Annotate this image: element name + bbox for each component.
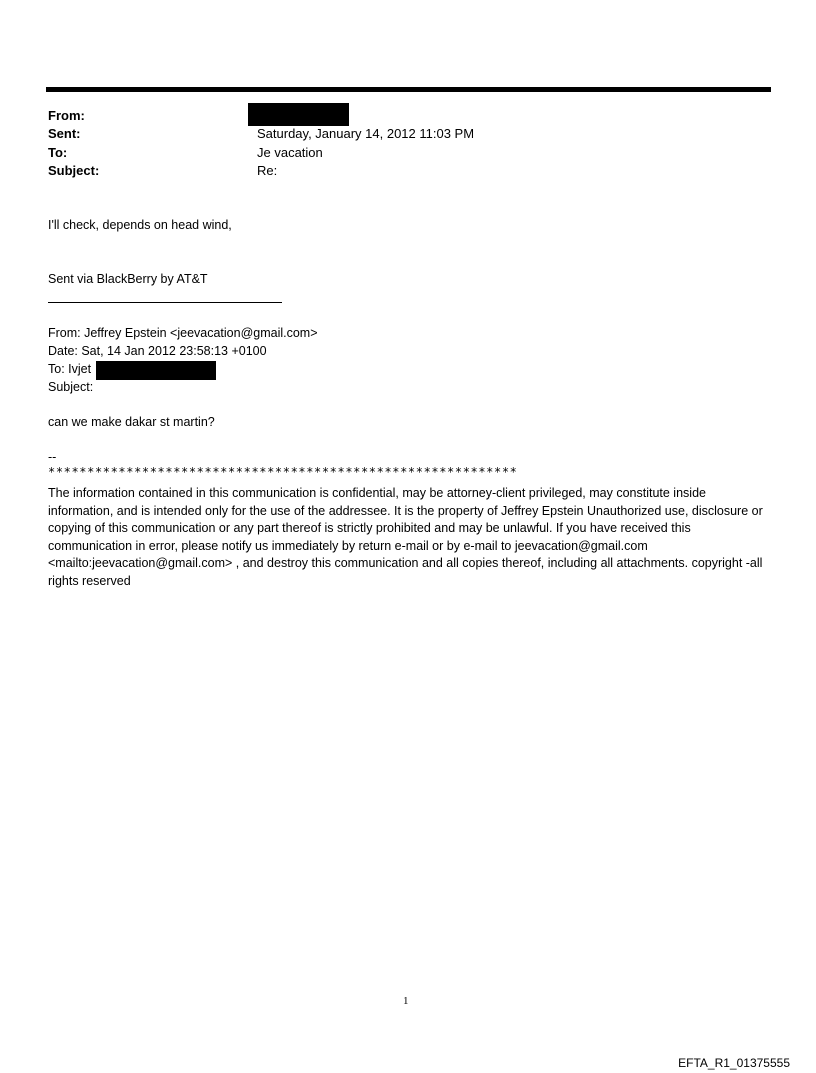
subject-value: Re:	[257, 163, 278, 178]
to-value: Je vacation	[257, 145, 323, 160]
quoted-message: can we make dakar st martin?	[48, 415, 215, 429]
quoted-date: Date: Sat, 14 Jan 2012 23:58:13 +0100	[48, 344, 267, 358]
signature-dash: --	[48, 450, 57, 464]
quoted-from: From: Jeffrey Epstein <jeevacation@gmail.com>	[48, 326, 318, 340]
separator-line	[48, 302, 282, 303]
sent-label: Sent:	[48, 126, 81, 141]
from-label: From:	[48, 108, 85, 123]
signature-line: Sent via BlackBerry by AT&T	[48, 272, 208, 286]
confidentiality-disclaimer: The information contained in this communication is confidential, may be attorney-client privileged, may constitute inside information, and is intended only for the use of the addressee. It is the property of Jeffrey Epstein Unauthorized use, disclosure or copying of this communication or any part thereof is strictly prohibited and may be unlawful. If you have received this communication in error, please notify us immediately by return e-mail or by e-mail to jeevacation@gmail.com <mailto:jeevacation@gmail.com> , and destroy this communication and all copies thereof, including all attachments. copyright -all rights reserved	[48, 486, 763, 588]
to-label: To:	[48, 145, 68, 160]
redacted-recipient	[96, 361, 216, 380]
document-id: EFTA_R1_01375555	[678, 1056, 790, 1070]
header-rule	[46, 87, 771, 92]
sent-value: Saturday, January 14, 2012 11:03 PM	[257, 126, 475, 141]
redacted-sender	[248, 103, 349, 126]
asterisk-divider: ************************************************************	[48, 465, 518, 479]
reply-line: I'll check, depends on head wind,	[48, 218, 232, 232]
quoted-to: To: Ivjet	[48, 362, 92, 376]
subject-label: Subject:	[48, 163, 100, 178]
quoted-subject: Subject:	[48, 380, 94, 394]
page-number: 1	[403, 995, 409, 1007]
